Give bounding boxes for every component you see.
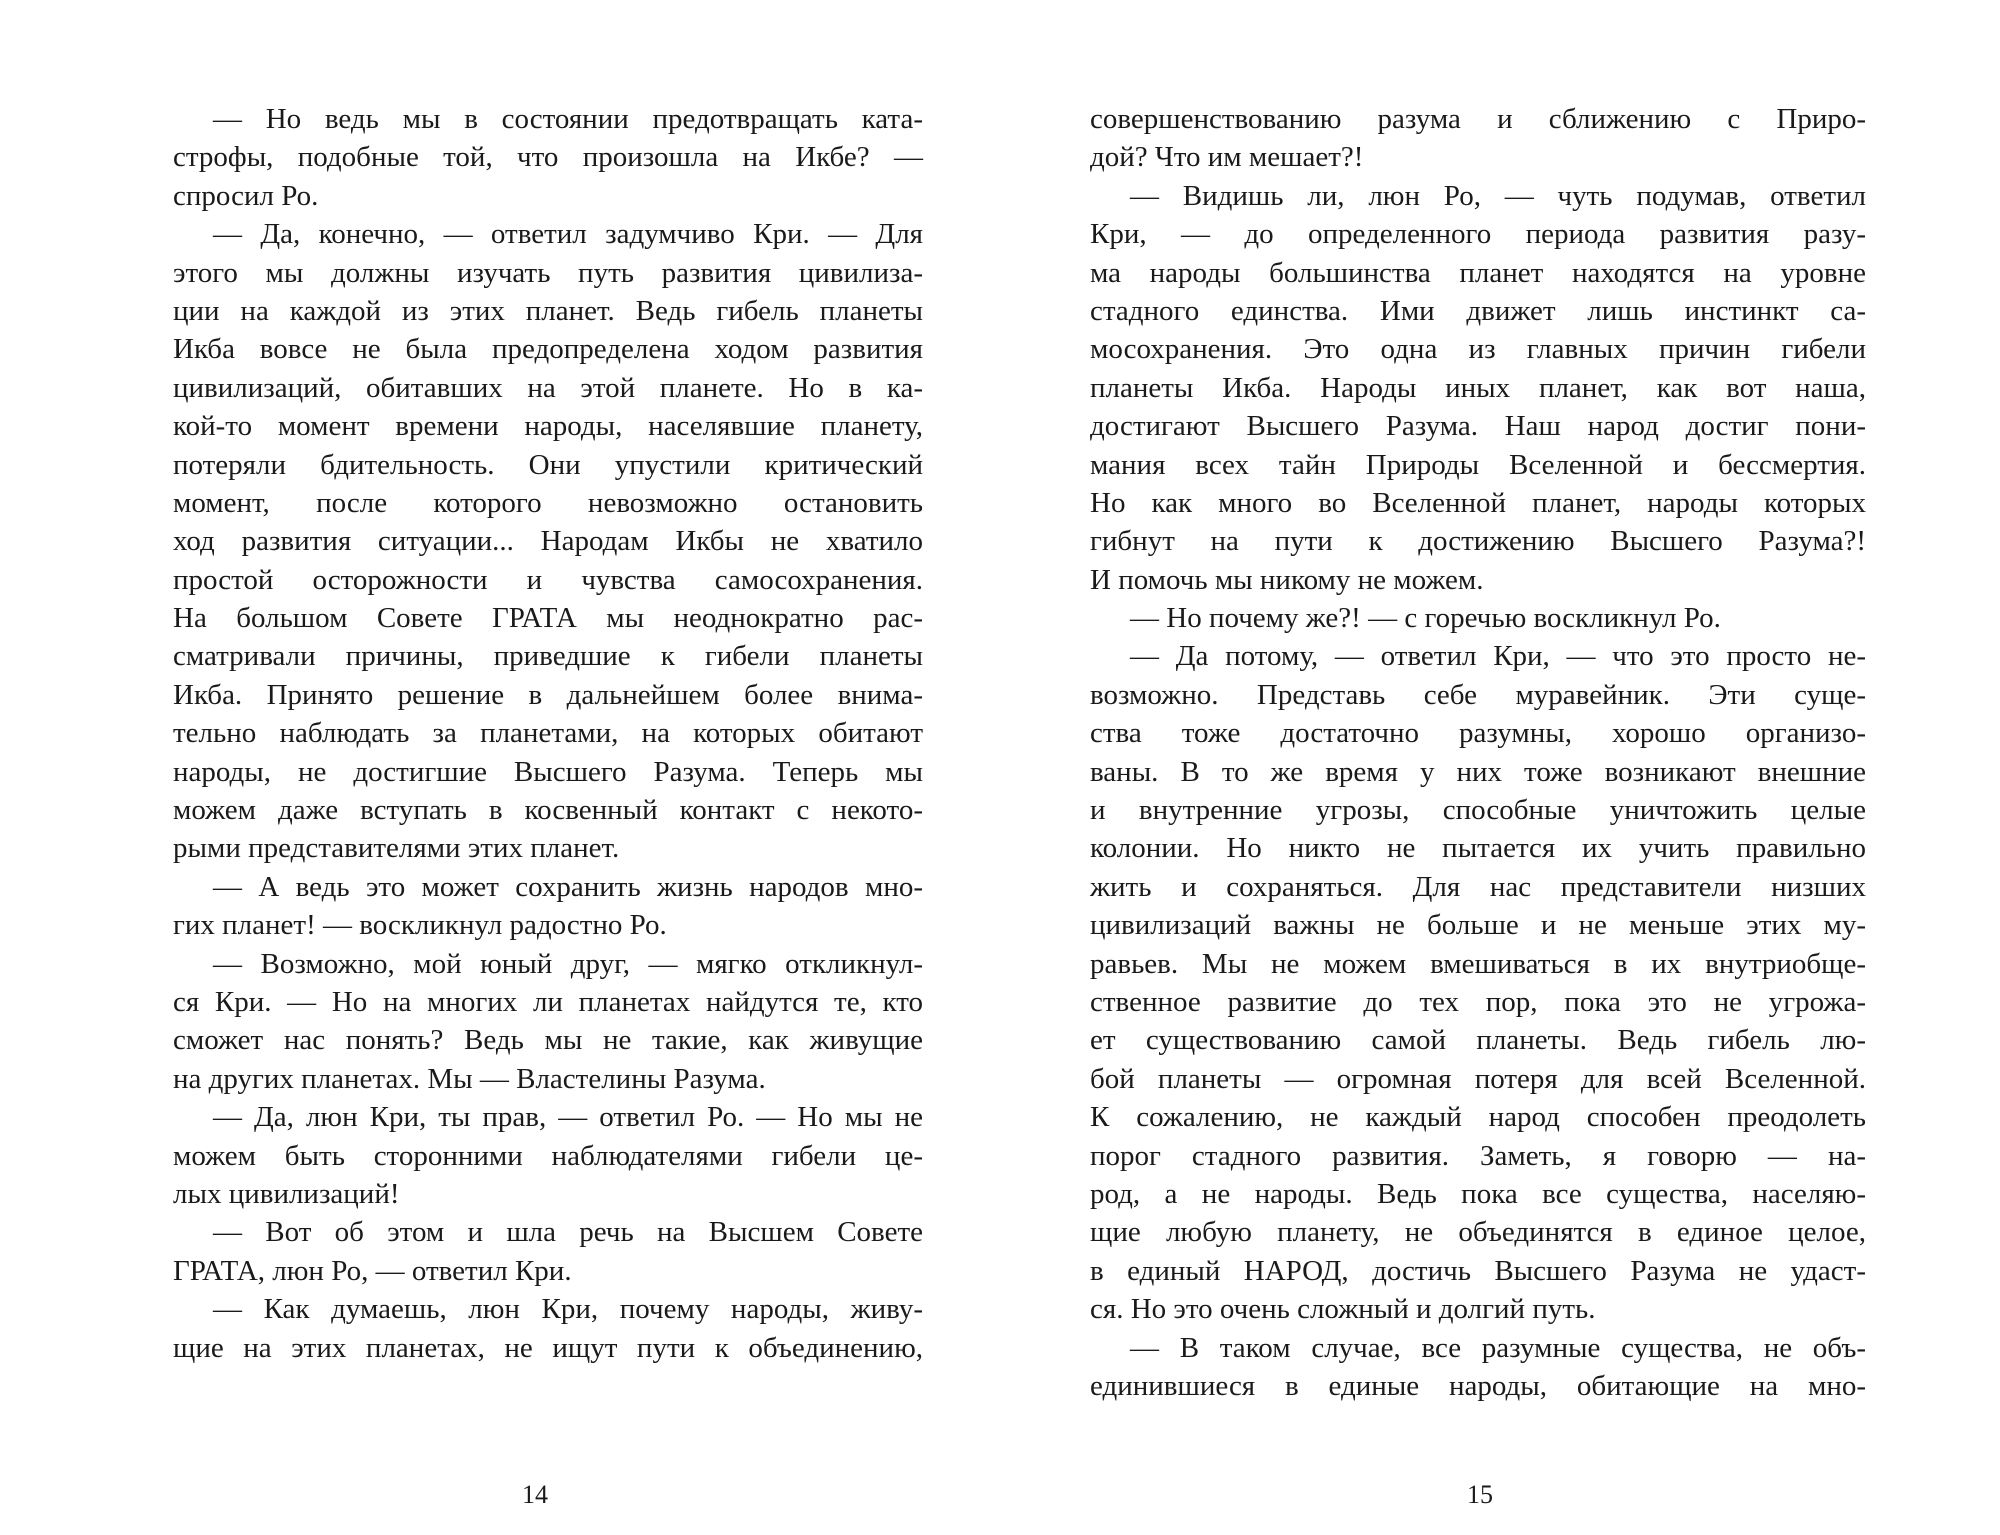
text-line: мосохранения. Это одна из главных причин гибели <box>1090 333 1866 366</box>
text-line: этого мы должны изучать путь развития цивилиза- <box>173 256 923 289</box>
text-line: простой осторожности и чувства самосохранения. <box>173 563 923 596</box>
text-line: лых цивилизаций! <box>173 1177 400 1210</box>
text-line: потеряли бдительность. Они упустили критический <box>173 448 923 481</box>
paragraph <box>1090 637 1866 1328</box>
text-line: дой? Что им мешает?! <box>1090 141 1364 174</box>
text-line: жить и сохраняться. Для нас представители низших <box>1090 870 1866 903</box>
text-line: можем даже вступать в косвенный контакт с некото- <box>173 794 923 827</box>
paragraph <box>173 1290 923 1367</box>
text-line: спросил Ро. <box>173 179 319 212</box>
text-line: ГРАТА, люн Ро, — ответил Кри. <box>173 1254 572 1287</box>
text-line: планеты Икба. Народы иных планет, как вот наша, <box>1090 371 1866 404</box>
text-line: — Возможно, мой юный друг, — мягко откликнул- <box>213 947 923 980</box>
text-line: порог стадного развития. Заметь, я говорю — на- <box>1090 1139 1866 1172</box>
text-line: единившиеся в единые народы, обитающие на мно- <box>1090 1369 1866 1402</box>
text-line: ваны. В то же время у них тоже возникают внешние <box>1090 755 1866 788</box>
text-line: народы, не достигшие Высшего Разума. Теперь мы <box>173 755 923 788</box>
text-line: К сожалению, не каждый народ способен преодолеть <box>1090 1101 1866 1134</box>
text-line: на других планетах. Мы — Властелины Разума. <box>173 1062 766 1095</box>
text-line: ма народы большинства планет находятся на уровне <box>1090 256 1866 289</box>
text-line: тельно наблюдать за планетами, на которых обитают <box>173 717 923 750</box>
text-line: гих планет! — воскликнул радостно Ро. <box>173 909 667 942</box>
text-line: ственное развитие до тех пор, пока это не угрожа- <box>1090 985 1866 1018</box>
paragraph <box>173 1098 923 1213</box>
text-line: Но как много во Вселенной планет, народы которых <box>1090 486 1866 519</box>
text-line: сможет нас понять? Ведь мы не такие, как живущие <box>173 1024 923 1057</box>
text-line: совершенствованию разума и сближению с Приро- <box>1090 103 1866 135</box>
text-line: ции на каждой из этих планет. Ведь гибель планеты <box>173 294 923 327</box>
paragraph <box>173 1213 923 1290</box>
text-line: щие любую планету, не объединятся в единое целое, <box>1090 1216 1866 1249</box>
text-line: стадного единства. Ими движет лишь инстинкт са- <box>1090 294 1866 327</box>
paragraph <box>173 945 923 1099</box>
text-line: ся. Но это очень сложный и долгий путь. <box>1090 1293 1596 1326</box>
text-line: гибнут на пути к достижению Высшего Разума?! <box>1090 525 1866 558</box>
text-line: мания всех тайн Природы Вселенной и бессмертия. <box>1090 448 1866 481</box>
text-line: сматривали причины, приведшие к гибели планеты <box>173 640 923 673</box>
text-line: — Да, люн Кри, ты прав, — ответил Ро. — Но мы не <box>213 1101 923 1134</box>
text-line: — Видишь ли, люн Ро, — чуть подумав, ответил <box>1130 179 1866 212</box>
text-line: На большом Совете ГРАТА мы неоднократно рас- <box>173 602 923 635</box>
text-line: бой планеты — огромная потеря для всей Вселенной. <box>1090 1062 1866 1095</box>
paragraph <box>173 868 923 945</box>
text-line: щие на этих планетах, не ищут пути к объединению, <box>173 1331 923 1364</box>
text-line: строфы, подобные той, что произошла на Икбе? — <box>173 141 923 174</box>
paragraph <box>1090 1329 1866 1406</box>
paragraph <box>173 100 923 215</box>
text-line: равьев. Мы не можем вмешиваться в их внутриобще- <box>1090 947 1866 980</box>
text-line: и внутренние угрозы, способные уничтожить целые <box>1090 794 1866 827</box>
text-line: И помочь мы никому не можем. <box>1090 563 1484 596</box>
text-line: ства тоже достаточно разумны, хорошо организо- <box>1090 717 1866 750</box>
paragraph <box>1090 100 1866 177</box>
paragraph <box>1090 177 1866 599</box>
text-line: достигают Высшего Разума. Наш народ достиг пони- <box>1090 410 1866 443</box>
text-line: колонии. Но никто не пытается их учить правильно <box>1090 832 1866 865</box>
text-line: в единый НАРОД, достичь Высшего Разума не удаст- <box>1090 1254 1866 1287</box>
text-line: Икба вовсе не была предопределена ходом развития <box>173 333 923 366</box>
paragraph <box>1090 599 1866 637</box>
text-line: — В таком случае, все разумные существа, не объ- <box>1130 1331 1866 1364</box>
text-line: можем быть сторонними наблюдателями гибели це- <box>173 1139 923 1172</box>
text-line: Кри, — до определенного периода развития разу- <box>1090 218 1866 251</box>
text-line: Икба. Принято решение в дальнейшем более внима- <box>173 678 923 711</box>
page-number-right: 15 <box>1467 1480 1493 1509</box>
page-number-left: 14 <box>522 1480 548 1509</box>
text-line: ет существованию самой планеты. Ведь гибель лю- <box>1090 1024 1866 1057</box>
text-line: род, а не народы. Ведь пока все существа, населяю- <box>1090 1177 1866 1210</box>
text-line: рыми представителями этих планет. <box>173 832 620 865</box>
text-line: цивилизаций, обитавших на этой планете. Но в ка- <box>173 371 923 404</box>
right-page <box>1090 100 1866 1405</box>
text-line: — А ведь это может сохранить жизнь народов мно- <box>213 870 923 903</box>
text-line: — Да, конечно, — ответил задумчиво Кри. — Для <box>213 218 923 251</box>
left-page <box>173 100 923 1367</box>
text-line: момент, после которого невозможно остановить <box>173 486 923 519</box>
text-line: ход развития ситуации... Народам Икбы не хватило <box>173 525 923 558</box>
text-line: — Вот об этом и шла речь на Высшем Совете <box>213 1216 923 1249</box>
text-line: — Да потому, — ответил Кри, — что это просто не- <box>1130 640 1866 673</box>
text-line: цивилизаций важны не больше и не меньше этих му- <box>1090 909 1866 942</box>
text-line: кой-то момент времени народы, населявшие планету, <box>173 410 923 443</box>
text-line: ся Кри. — Но на многих ли планетах найдутся те, кто <box>173 985 923 1018</box>
text-line: — Но почему же?! — с горечью воскликнул Ро. <box>1130 602 1721 635</box>
text-line: возможно. Представь себе муравейник. Эти суще- <box>1090 678 1866 711</box>
text-line: — Но ведь мы в состоянии предотвращать ката- <box>213 103 923 135</box>
text-line: — Как думаешь, люн Кри, почему народы, живу- <box>213 1293 923 1326</box>
paragraph <box>173 215 923 868</box>
